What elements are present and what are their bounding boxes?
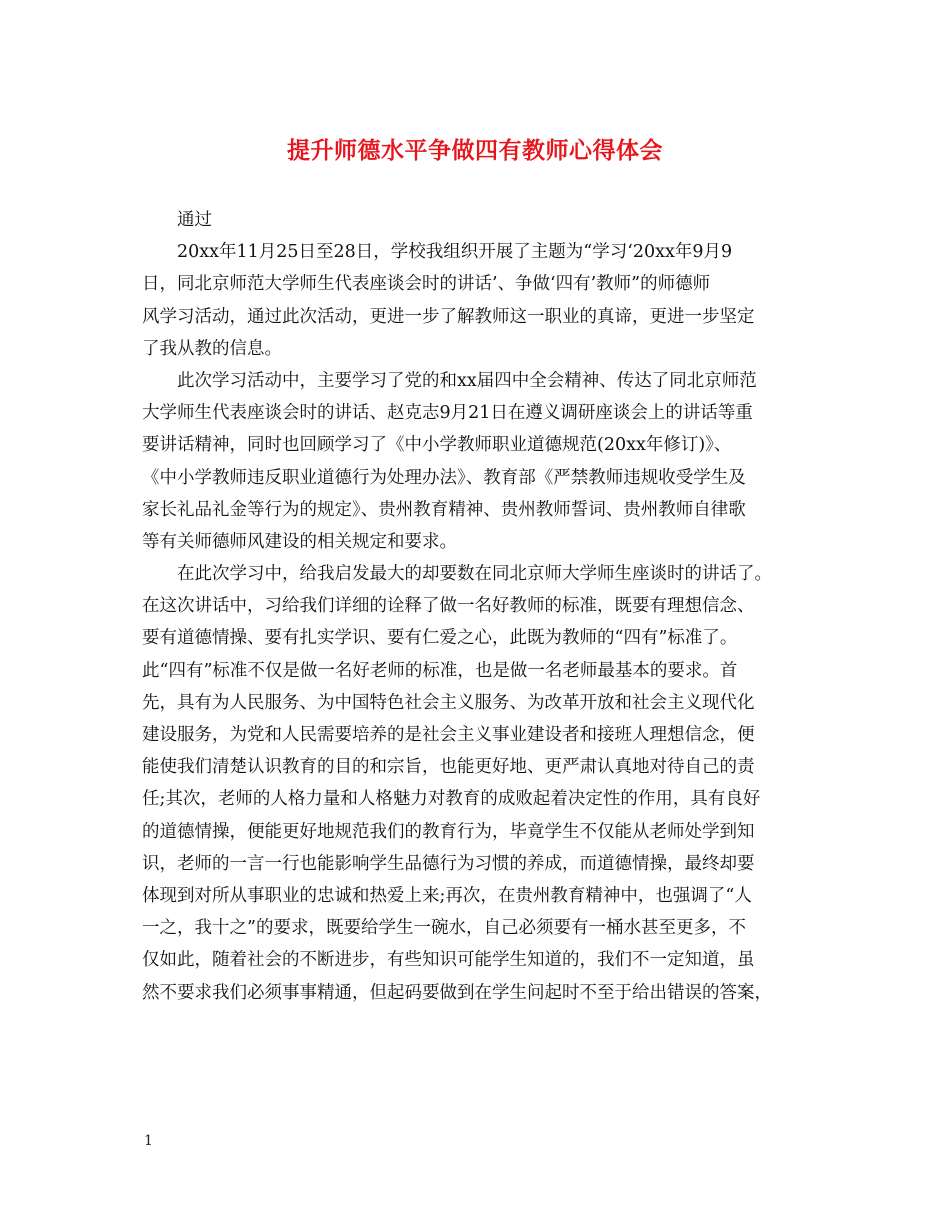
body-line: 然不要求我们必须事事精通，但起码要做到在学生问起时不至于给出错误的答案，	[142, 982, 772, 1003]
body-line: 体现到对所从事职业的忠诚和热爱上来;再次，在贵州教育精神中，也强调了“人	[142, 885, 752, 906]
body-line: 要讲话精神，同时也回顾学习了《中小学教师职业道德规范(20xx年修订)》、	[142, 435, 732, 456]
body-line: 大学师生代表座谈会时的讲话、赵克志9月21日在遵义调研座谈会上的讲话等重	[142, 403, 753, 424]
body-line: 在此次学习中，给我启发最大的却要数在同北京师大学师生座谈时的讲话了。	[177, 564, 772, 585]
body-line: 能使我们清楚认识教育的目的和宗旨，也能更好地、更严肃认真地对待自己的责	[142, 757, 755, 778]
body-line: 《中小学教师违反职业道德行为处理办法》、教育部《严禁教师违规收受学生及	[142, 467, 746, 488]
document-title: 提升师德水平争做四有教师心得体会	[287, 137, 663, 164]
body-line: 建设服务，为党和人民需要培养的是社会主义事业建设者和接班人理想信念，便	[142, 725, 755, 745]
body-line: 要有道德情操、要有扎实学识、要有仁爱之心，此既为教师的“四有”标准了。	[142, 628, 738, 649]
document-body	[142, 204, 822, 1009]
body-line: 家长礼品礼金等行为的规定》、贵州教育精神、贵州教师誓词、贵州教师自律歌	[142, 499, 746, 520]
body-line: 日，同北京师范大学师生代表座谈会时的讲话’、争做‘四有’教师”的师德师	[142, 274, 711, 295]
page-number: 1	[144, 1133, 153, 1149]
body-line: 任;其次，老师的人格力量和人格魅力对教育的成败起着决定性的作用，具有良好	[142, 789, 761, 810]
body-line: 风学习活动，通过此次活动，更进一步了解教师这一职业的真谛，更进一步坚定	[142, 306, 755, 327]
body-line: 的道德情操，便能更好地规范我们的教育行为，毕竟学生不仅能从老师处学到知	[142, 821, 755, 842]
body-line: 一之，我十之”的要求，既要给学生一碗水，自己必须要有一桶水甚至更多，不	[142, 918, 746, 939]
body-line: 识，老师的一言一行也能影响学生品德行为习惯的养成，而道德情操，最终却要	[142, 853, 755, 874]
body-line: 此“四有”标准不仅是做一名好老师的标准，也是做一名老师最基本的要求。首	[142, 660, 738, 681]
body-line: 等有关师德师风建设的相关规定和要求。	[142, 531, 457, 552]
body-line: 20xx年11月25日至28日，学校我组织开展了主题为“学习‘20xx年9月9	[177, 242, 733, 263]
body-line: 此次学习活动中，主要学习了党的和xx届四中全会精神、传达了同北京师范	[177, 370, 757, 391]
body-line: 先，具有为人民服务、为中国特色社会主义服务、为改革开放和社会主义现代化	[142, 692, 755, 713]
body-line: 在这次讲话中，习给我们详细的诠释了做一名好教师的标准，既要有理想信念、	[142, 596, 755, 617]
body-line: 通过	[177, 210, 212, 230]
body-line: 了我从教的信息。	[142, 338, 282, 359]
body-line: 仅如此，随着社会的不断进步，有些知识可能学生知道的，我们不一定知道，虽	[142, 950, 755, 971]
